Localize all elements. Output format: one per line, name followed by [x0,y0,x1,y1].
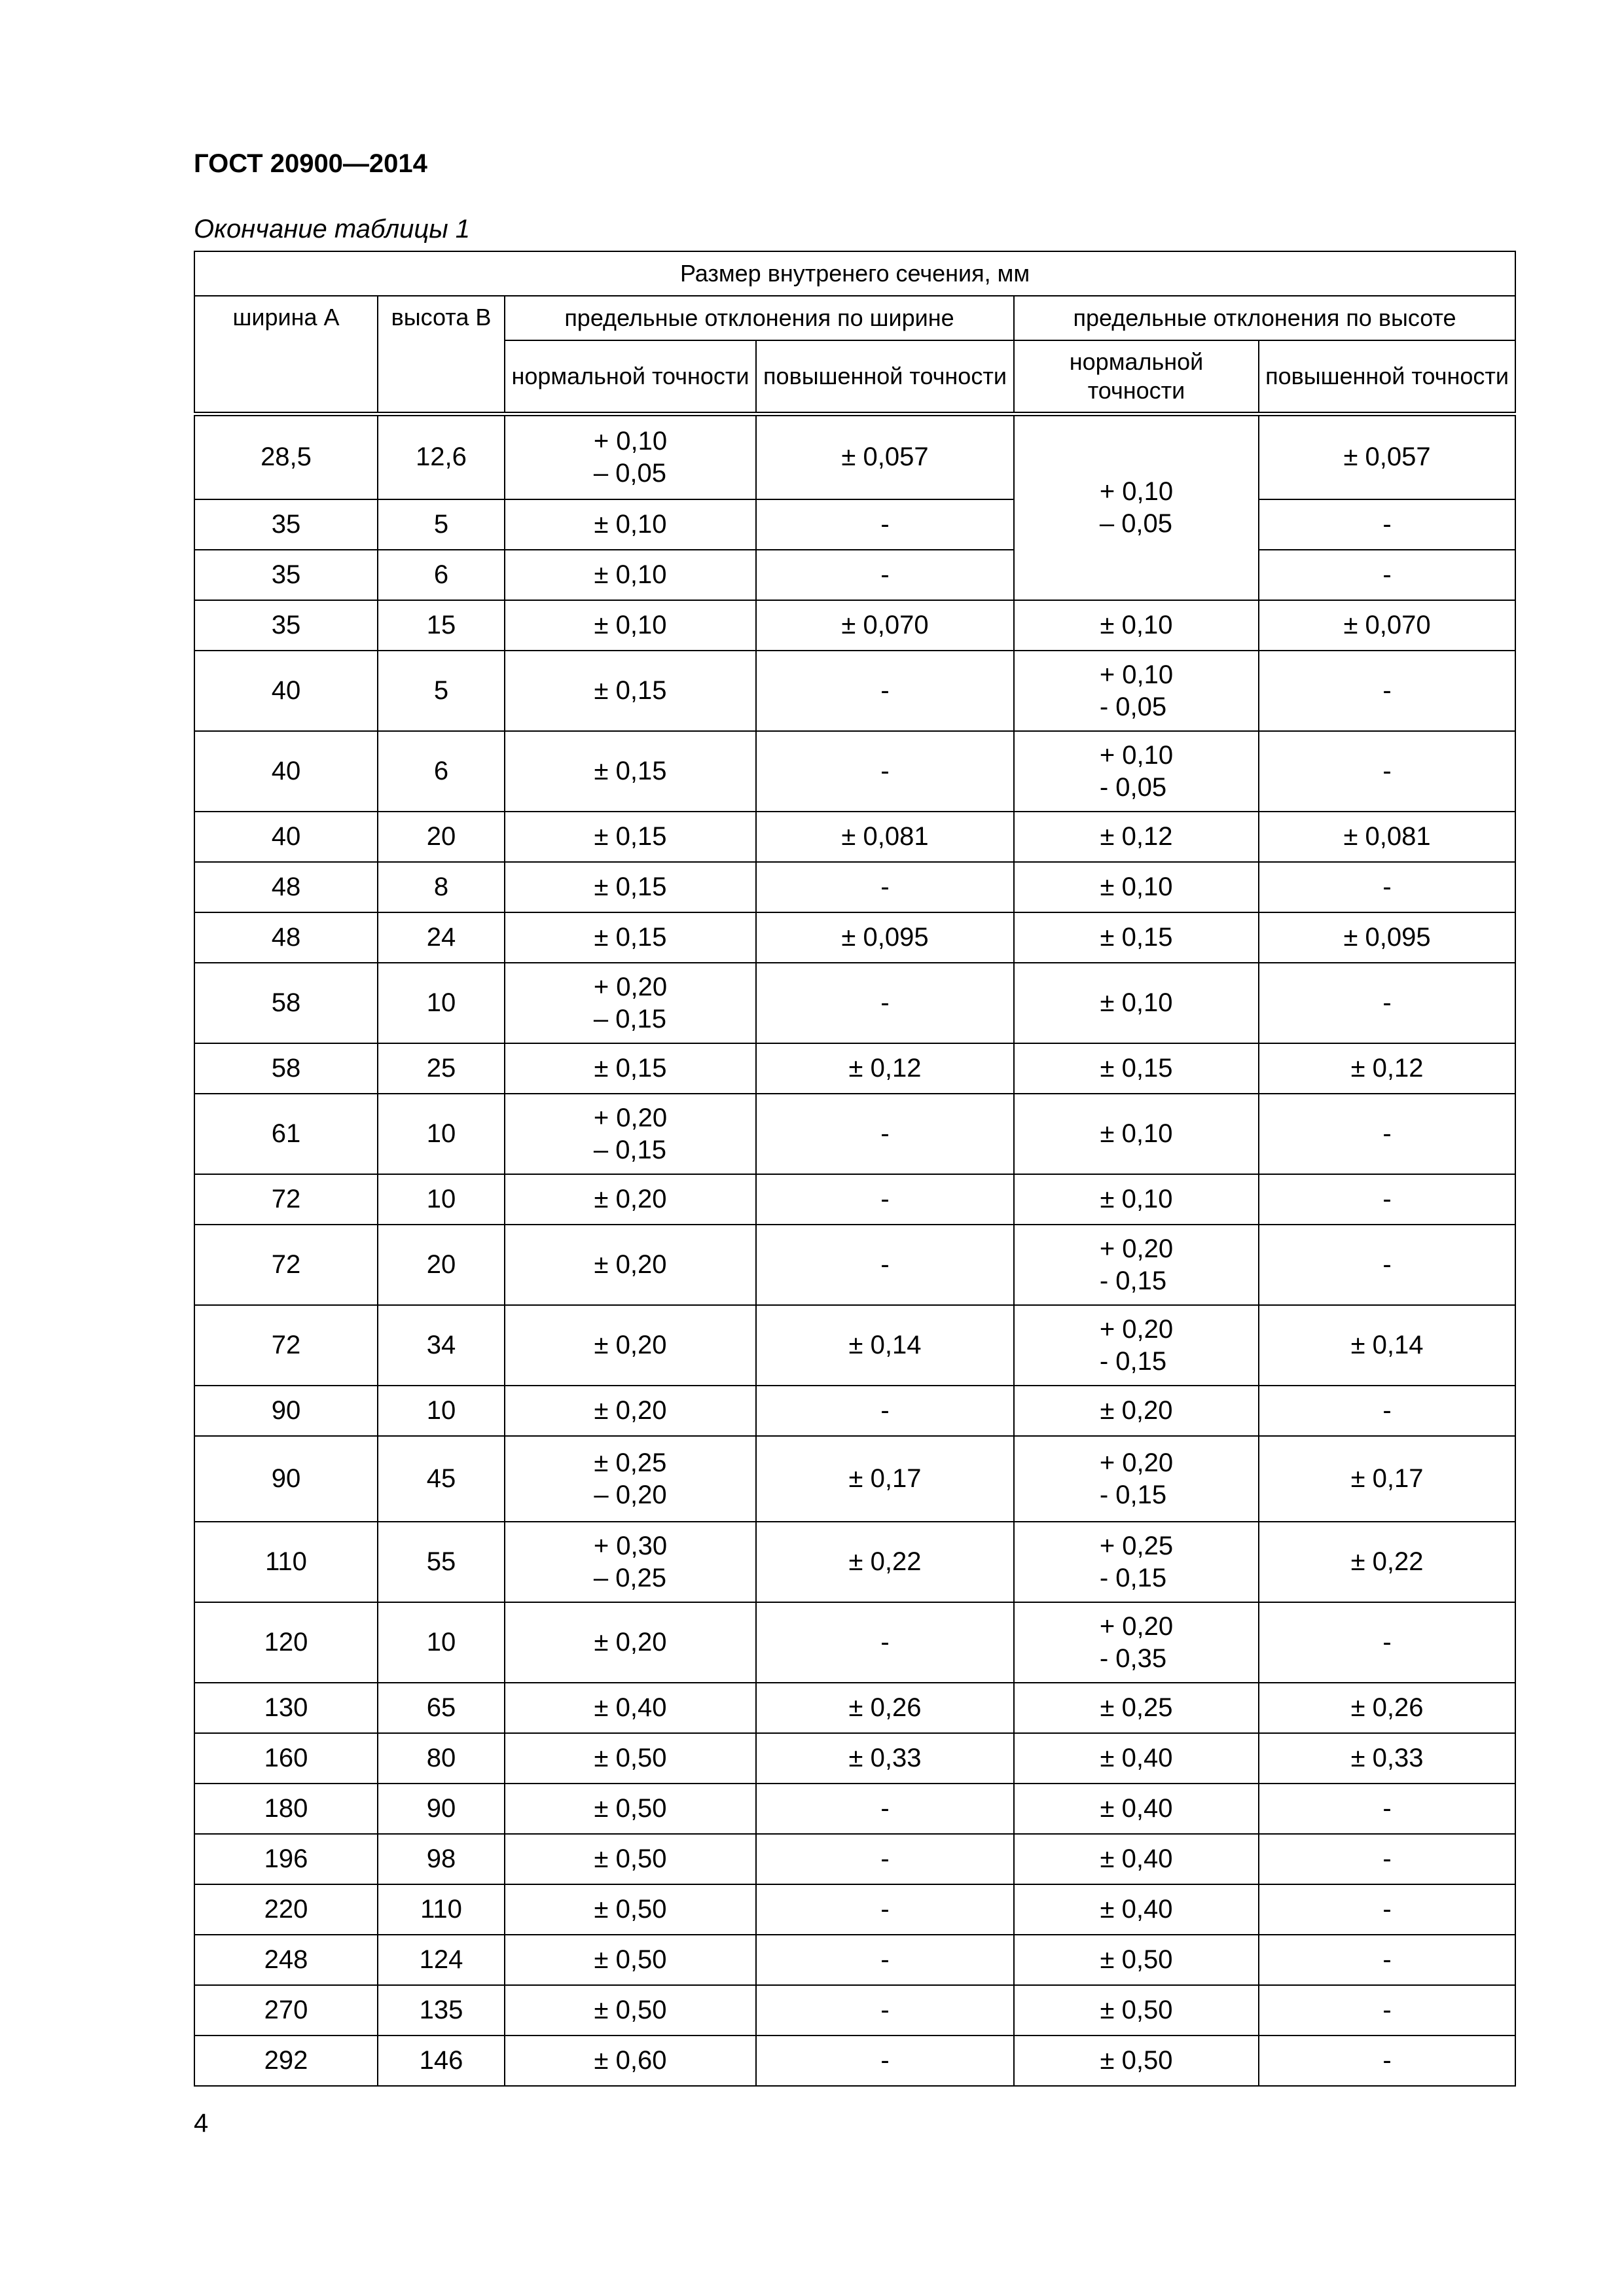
cell-height-b: 10 [378,963,505,1043]
stacked-value [1100,659,1173,723]
cell-width-normal: ± 0,20 [505,1602,756,1683]
table-row [194,499,1515,550]
cell-width-a: 48 [194,912,378,963]
cell-height-b: 65 [378,1683,505,1733]
table-row [194,1884,1515,1935]
cell-width-high: - [756,1602,1014,1683]
cell-width-a: 248 [194,1935,378,1985]
cell-height-high: - [1259,1602,1515,1683]
cell-width-high: ± 0,081 [756,812,1014,862]
table-row [194,1094,1515,1174]
cell-width-normal: ± 0,10 [505,600,756,651]
page-number: 4 [194,2109,209,2138]
cell-width-a: 220 [194,1884,378,1935]
cell-width-a: 180 [194,1784,378,1834]
cell-width-a: 72 [194,1305,378,1386]
cell-height-b: 10 [378,1602,505,1683]
tolerance-line: - 0,15 [1099,1563,1167,1592]
tolerance-line: - 0,15 [1099,1346,1167,1376]
cell-width-high: ± 0,17 [756,1436,1014,1522]
cell-height-normal: ± 0,20 [1014,1386,1259,1436]
cell-width-normal: ± 0,50 [505,1834,756,1884]
cell-height-b: 98 [378,1834,505,1884]
cell-width-high: ± 0,14 [756,1305,1014,1386]
cell-height-b: 5 [378,651,505,731]
table-row [194,550,1515,600]
cell-width-high: - [756,550,1014,600]
cell-height-normal: ± 0,10 [1014,1094,1259,1174]
table-row [194,1683,1515,1733]
header-group-height: предельные отклонения по высоте [1014,296,1515,340]
cell-height-normal: ± 0,25 [1014,1683,1259,1733]
tolerance-line: – 0,15 [593,1135,667,1164]
cell-height-normal: ± 0,50 [1014,1985,1259,2036]
stacked-value [1100,1233,1173,1297]
table-caption: Окончание таблицы 1 [194,215,471,243]
cell-height-b: 24 [378,912,505,963]
tolerance-line: - 0,05 [1099,692,1167,721]
table-row [194,1522,1515,1602]
cell-width-normal: ± 0,50 [505,1985,756,2036]
cell-width-a: 58 [194,1043,378,1094]
cell-width-a: 196 [194,1834,378,1884]
cell-height-normal [1014,731,1259,812]
cell-width-normal: ± 0,15 [505,731,756,812]
cell-height-high: ± 0,070 [1259,600,1515,651]
stacked-value [594,971,667,1035]
tolerance-table [194,251,1516,2087]
cell-width-high: - [756,499,1014,550]
table-row [194,2036,1515,2086]
tolerance-line: + 0,10 [1099,660,1174,689]
cell-height-b: 6 [378,550,505,600]
cell-width-a: 40 [194,812,378,862]
cell-height-normal [1014,1602,1259,1683]
tolerance-line: + 0,25 [1099,1531,1174,1560]
cell-width-high: - [756,2036,1014,2086]
table-row [194,812,1515,862]
stacked-value [1100,1314,1173,1378]
cell-width-a: 58 [194,963,378,1043]
table-row [194,1733,1515,1784]
cell-height-high: ± 0,33 [1259,1733,1515,1784]
stacked-value [1100,1611,1173,1675]
cell-width-high: - [756,1834,1014,1884]
cell-width-normal [505,414,756,499]
cell-width-high: - [756,1784,1014,1834]
table-top-header: Размер внутренего сечения, мм [194,251,1515,296]
cell-width-normal: ± 0,50 [505,1784,756,1834]
header-width-high: повышенной точности [756,340,1014,414]
cell-width-normal: ± 0,15 [505,812,756,862]
cell-width-normal: ± 0,60 [505,2036,756,2086]
cell-width-a: 90 [194,1436,378,1522]
cell-height-high: - [1259,1784,1515,1834]
cell-height-b: 10 [378,1174,505,1225]
cell-width-a: 270 [194,1985,378,2036]
cell-width-high: ± 0,12 [756,1043,1014,1094]
cell-height-high: ± 0,26 [1259,1683,1515,1733]
tolerance-line: ± 0,25 [594,1448,667,1477]
cell-width-normal [505,1522,756,1602]
cell-height-b: 20 [378,1225,505,1305]
tolerance-line: – 0,05 [593,458,667,488]
tolerance-line: + 0,20 [593,1103,668,1132]
table-row [194,963,1515,1043]
cell-width-high: - [756,963,1014,1043]
cell-width-a: 160 [194,1733,378,1784]
cell-height-normal [1014,1522,1259,1602]
cell-height-high: - [1259,1884,1515,1935]
table-body [194,414,1515,2086]
cell-height-normal: ± 0,40 [1014,1884,1259,1935]
cell-width-high: - [756,862,1014,912]
cell-height-b: 80 [378,1733,505,1784]
cell-width-a: 90 [194,1386,378,1436]
cell-width-a: 48 [194,862,378,912]
cell-width-high: ± 0,095 [756,912,1014,963]
tolerance-line: + 0,10 [1099,740,1174,770]
cell-height-b: 90 [378,1784,505,1834]
cell-width-a: 292 [194,2036,378,2086]
cell-height-high: - [1259,862,1515,912]
cell-width-a: 35 [194,550,378,600]
cell-width-normal [505,1094,756,1174]
cell-height-b: 15 [378,600,505,651]
cell-width-high: - [756,651,1014,731]
document-header: ГОСТ 20900—2014 [194,149,427,178]
cell-height-b: 10 [378,1094,505,1174]
table-row [194,1043,1515,1094]
table-row [194,1386,1515,1436]
tolerance-line: + 0,20 [593,972,668,1001]
cell-height-high: ± 0,14 [1259,1305,1515,1386]
tolerance-line: - 0,35 [1099,1643,1167,1673]
stacked-value [594,1447,666,1511]
cell-height-b: 10 [378,1386,505,1436]
table-row [194,1602,1515,1683]
cell-width-normal: ± 0,10 [505,499,756,550]
cell-height-high: ± 0,12 [1259,1043,1515,1094]
cell-height-b: 6 [378,731,505,812]
cell-height-normal: ± 0,40 [1014,1733,1259,1784]
table-row [194,600,1515,651]
table-row [194,1935,1515,1985]
cell-height-high: - [1259,499,1515,550]
table-row [194,731,1515,812]
header-height-normal: нормальной точности [1014,340,1259,414]
cell-width-high: - [756,1935,1014,1985]
header-group-width: предельные отклонения по ширине [505,296,1014,340]
cell-width-a: 72 [194,1225,378,1305]
cell-width-normal: ± 0,20 [505,1174,756,1225]
cell-width-a: 61 [194,1094,378,1174]
cell-height-normal-merged [1014,414,1259,600]
table-row [194,414,1515,499]
cell-height-high: - [1259,963,1515,1043]
cell-height-high: ± 0,17 [1259,1436,1515,1522]
table-row [194,1305,1515,1386]
cell-height-normal: ± 0,10 [1014,600,1259,651]
cell-height-b: 34 [378,1305,505,1386]
cell-width-normal: ± 0,15 [505,862,756,912]
table-row [194,1985,1515,2036]
cell-height-high: - [1259,1174,1515,1225]
cell-width-high: ± 0,057 [756,414,1014,499]
cell-width-normal: ± 0,20 [505,1225,756,1305]
cell-width-a: 35 [194,499,378,550]
tolerance-line: + 0,10 [1099,476,1174,506]
header-height-high: повышенной точности [1259,340,1515,414]
cell-width-normal: ± 0,50 [505,1935,756,1985]
cell-width-high: - [756,1225,1014,1305]
cell-height-high: - [1259,550,1515,600]
table-row [194,1834,1515,1884]
cell-width-high: - [756,1985,1014,2036]
cell-height-b: 55 [378,1522,505,1602]
stacked-value [594,1102,667,1166]
cell-height-high: - [1259,1094,1515,1174]
cell-height-high: - [1259,1985,1515,2036]
cell-height-high: - [1259,1935,1515,1985]
cell-width-normal: ± 0,50 [505,1733,756,1784]
cell-height-normal: ± 0,40 [1014,1784,1259,1834]
cell-width-high: - [756,731,1014,812]
cell-height-high: ± 0,057 [1259,414,1515,499]
cell-height-high: - [1259,1225,1515,1305]
cell-width-a: 40 [194,651,378,731]
cell-height-b: 5 [378,499,505,550]
cell-width-a: 40 [194,731,378,812]
header-height-b: высота В [378,296,505,414]
cell-height-b: 8 [378,862,505,912]
cell-height-b: 146 [378,2036,505,2086]
header-width-a: ширина А [194,296,378,414]
cell-width-a: 130 [194,1683,378,1733]
cell-width-a: 110 [194,1522,378,1602]
cell-height-high: ± 0,22 [1259,1522,1515,1602]
cell-width-normal: ± 0,15 [505,912,756,963]
cell-height-b: 124 [378,1935,505,1985]
cell-width-a: 28,5 [194,414,378,499]
cell-height-normal: ± 0,12 [1014,812,1259,862]
cell-height-normal: ± 0,10 [1014,963,1259,1043]
tolerance-line: + 0,20 [1099,1314,1174,1344]
table-row [194,862,1515,912]
cell-height-b: 25 [378,1043,505,1094]
cell-width-high: - [756,1884,1014,1935]
cell-width-a: 120 [194,1602,378,1683]
stacked-value [1100,476,1173,540]
cell-height-high: - [1259,2036,1515,2086]
cell-width-high: - [756,1094,1014,1174]
stacked-value [1100,1447,1173,1511]
cell-width-normal [505,963,756,1043]
cell-height-normal: ± 0,50 [1014,1935,1259,1985]
cell-width-a: 35 [194,600,378,651]
cell-width-normal: ± 0,15 [505,651,756,731]
table-row [194,1225,1515,1305]
cell-width-high: ± 0,33 [756,1733,1014,1784]
cell-height-normal: ± 0,10 [1014,1174,1259,1225]
tolerance-line: + 0,20 [1099,1611,1174,1641]
tolerance-line: + 0,30 [593,1531,668,1560]
cell-height-high: - [1259,651,1515,731]
tolerance-line: - 0,05 [1099,772,1167,802]
cell-height-b: 110 [378,1884,505,1935]
cell-height-normal: ± 0,40 [1014,1834,1259,1884]
tolerance-line: + 0,10 [593,426,668,456]
cell-width-high: ± 0,070 [756,600,1014,651]
cell-width-normal: ± 0,50 [505,1884,756,1935]
header-width-normal: нормальной точности [505,340,756,414]
cell-height-b: 12,6 [378,414,505,499]
cell-height-high: - [1259,1386,1515,1436]
table-row [194,1784,1515,1834]
cell-height-high: ± 0,081 [1259,812,1515,862]
cell-width-normal: ± 0,20 [505,1305,756,1386]
cell-height-b: 135 [378,1985,505,2036]
cell-width-normal: ± 0,20 [505,1386,756,1436]
cell-height-normal: ± 0,50 [1014,2036,1259,2086]
cell-width-high: ± 0,22 [756,1522,1014,1602]
cell-height-normal [1014,1305,1259,1386]
tolerance-line: - 0,15 [1099,1266,1167,1295]
cell-width-high: - [756,1386,1014,1436]
cell-height-high: - [1259,1834,1515,1884]
cell-height-normal [1014,651,1259,731]
cell-height-normal: ± 0,15 [1014,1043,1259,1094]
cell-width-normal: ± 0,15 [505,1043,756,1094]
cell-width-normal [505,1436,756,1522]
cell-width-high: - [756,1174,1014,1225]
tolerance-line: – 0,25 [593,1563,667,1592]
table-row [194,1436,1515,1522]
stacked-value [594,1530,667,1594]
cell-height-normal [1014,1436,1259,1522]
cell-width-high: ± 0,26 [756,1683,1014,1733]
cell-height-b: 45 [378,1436,505,1522]
tolerance-line: – 0,05 [1099,509,1173,538]
cell-width-a: 72 [194,1174,378,1225]
tolerance-line: – 0,20 [594,1480,667,1509]
stacked-value [594,425,667,490]
tolerance-line: + 0,20 [1099,1234,1174,1263]
tolerance-line: – 0,15 [593,1004,667,1033]
cell-width-normal: ± 0,10 [505,550,756,600]
cell-width-normal: ± 0,40 [505,1683,756,1733]
cell-height-normal: ± 0,10 [1014,862,1259,912]
tolerance-line: + 0,20 [1099,1448,1174,1477]
cell-height-b: 20 [378,812,505,862]
cell-height-high: - [1259,731,1515,812]
cell-height-high: ± 0,095 [1259,912,1515,963]
table-row [194,912,1515,963]
cell-height-normal [1014,1225,1259,1305]
stacked-value [1100,1530,1173,1594]
stacked-value [1100,740,1173,804]
table-row [194,651,1515,731]
tolerance-line: - 0,15 [1099,1480,1167,1509]
cell-height-normal: ± 0,15 [1014,912,1259,963]
table-row [194,1174,1515,1225]
